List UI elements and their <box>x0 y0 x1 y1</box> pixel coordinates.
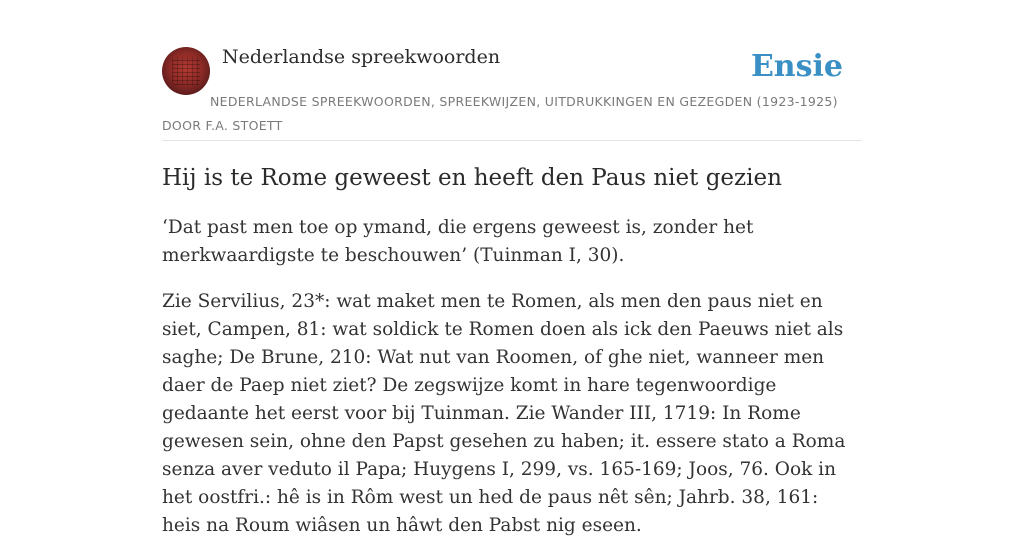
entry-paragraph: Zie Servilius, 23*: wat maket men te Romen, als men den paus niet en siet, Campen, 81: wat soldick te Romen doen als ick den Paeuws niet als saghe; De Brune, 210: Wat nut van Roomen, of ghe niet, wanneer men daer de Paep niet ziet? De zegswijze komt in hare tegenwoordige gedaante het eerst voor bij Tuinman. Zie Wander III, 1719: In Rome gewesen sein, ohne den Papst gesehen zu haben; it. essere stato a Roma senza aver veduto il Papa; Huygens I, 299, vs. 165-169; Joos, 76. Ook in het oostfri.: hê is in Rôm west un hed de paus nêt sên; Jahrb. 38, 161: heis na Roum wiâsen un hâwt den Pabst nig eseen. <box>162 291 846 536</box>
header <box>162 44 862 141</box>
ensie-logo-link[interactable]: Ensie <box>750 49 843 84</box>
cover-pattern <box>172 57 200 85</box>
book-author: DOOR F.A. STOETT <box>162 118 283 133</box>
book-subtitle: NEDERLANDSE SPREEKWOORDEN, SPREEKWIJZEN, UITDRUKKINGEN EN GEZEGDEN (1923-1925) <box>210 94 838 109</box>
book-cover-avatar[interactable] <box>162 47 210 95</box>
entry-content <box>162 162 862 540</box>
entry-paragraph: ‘Dat past men toe op ymand, die ergens geweest is, zonder het merkwaardigste te beschouwen’ (Tuinman I, 30). <box>162 217 754 266</box>
book-title[interactable]: Nederlandse spreekwoorden <box>222 46 501 68</box>
entry-title: Hij is te Rome geweest en heeft den Paus niet gezien <box>162 165 782 191</box>
